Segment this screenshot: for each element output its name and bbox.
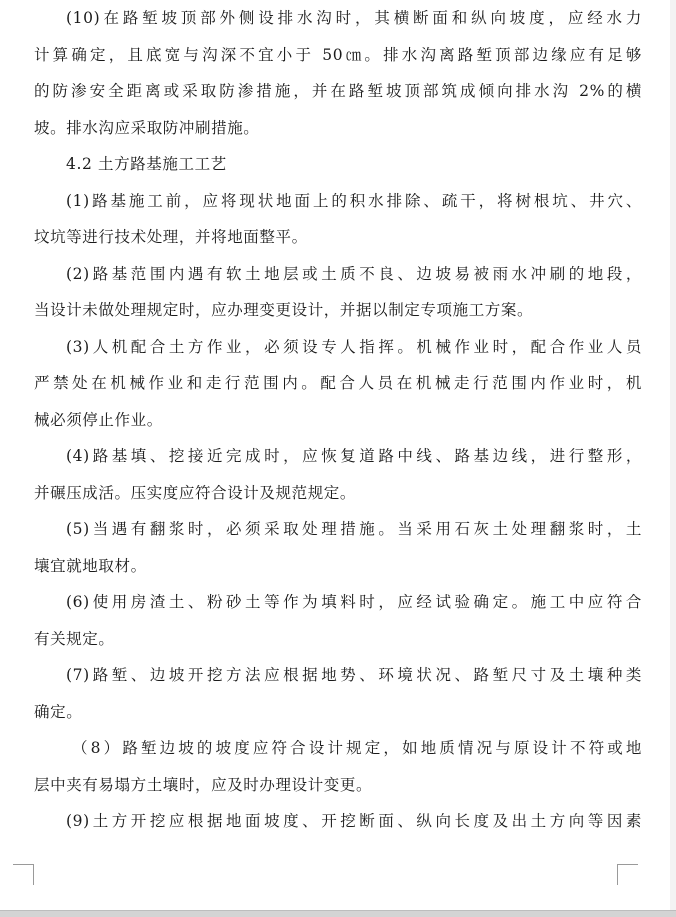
paragraph-line: 坟坑等进行技术处理，并将地面整平。 xyxy=(34,228,308,246)
paragraph-line: (3)人机配合土方作业，必须设专人指挥。机械作业时，配合作业人员 xyxy=(66,337,642,356)
paragraph-line: 并碾压成活。压实度应符合设计及规范规定。 xyxy=(34,483,357,502)
paragraph-line: 械必须停止作业。 xyxy=(34,410,163,429)
paragraph-9 xyxy=(34,803,642,840)
paragraph-line: 有关规定。 xyxy=(34,629,115,648)
margin-corner-mark-left xyxy=(13,864,34,885)
margin-corner-mark-right xyxy=(617,864,638,885)
paragraph-line: 当设计未做处理规定时，应办理变更设计，并据以制定专项施工方案。 xyxy=(34,301,534,319)
paragraph-line: (6)使用房渣土、粉砂土等作为填料时，应经试验确定。施工中应符合 xyxy=(66,593,642,611)
paragraph-7 xyxy=(34,657,642,730)
page-bottom-boundary xyxy=(0,910,676,917)
paragraph-5 xyxy=(34,511,642,584)
paragraph-line: 严禁处在机械作业和走行范围内。配合人员在机械走行范围内作业时，机 xyxy=(34,374,642,392)
paragraph-line: (2)路基范围内遇有软土地层或土质不良、边坡易被雨水冲刷的地段， xyxy=(66,264,642,283)
paragraph-line: 的防渗安全距离或采取防渗措施，并在路堑坡顶部筑成倾向排水沟 2%的横 xyxy=(34,82,642,100)
paragraph-3 xyxy=(34,329,642,439)
paragraph-line: 确定。 xyxy=(34,702,83,721)
paragraph-6 xyxy=(34,584,642,657)
page-right-edge xyxy=(670,0,676,910)
paragraph-line: 坡。排水沟应采取防冲刷措施。 xyxy=(34,118,260,137)
paragraph-line: (7)路堑、边坡开挖方法应根据地势、环境状况、路堑尺寸及土壤种类 xyxy=(66,666,642,684)
paragraph-line: （8）路堑边坡的坡度应符合设计规定，如地质情况与原设计不符或地 xyxy=(72,739,642,757)
section-heading-text: 4.2 土方路基施工工艺 xyxy=(66,155,227,173)
paragraph-4 xyxy=(34,438,642,511)
paragraph-line: 计算确定，且底宽与沟深不宜小于 50㎝。排水沟离路堑顶部边缘应有足够 xyxy=(34,45,642,64)
paragraph-line: (5)当遇有翻浆时，必须采取处理措施。当采用石灰土处理翻浆时，土 xyxy=(66,520,642,538)
paragraph-2 xyxy=(34,256,642,329)
paragraph-1 xyxy=(34,183,642,256)
paragraph-10 xyxy=(34,0,642,146)
document-body xyxy=(34,0,642,840)
paragraph-line: (4)路基填、挖接近完成时，应恢复道路中线、路基边线，进行整形， xyxy=(66,447,642,465)
paragraph-line: 壤宜就地取材。 xyxy=(34,556,147,575)
paragraph-line: (1)路基施工前，应将现状地面上的积水排除、疏干，将树根坑、井穴、 xyxy=(66,191,642,210)
paragraph-line: (10)在路堑坡顶部外侧设排水沟时，其横断面和纵向坡度，应经水力 xyxy=(66,9,642,27)
paragraph-line: 层中夹有易塌方土壤时，应及时办理设计变更。 xyxy=(34,775,373,794)
paragraph-8 xyxy=(34,730,642,803)
section-heading-4-2 xyxy=(34,146,642,183)
paragraph-line: (9)土方开挖应根据地面坡度、开挖断面、纵向长度及出土方向等因素 xyxy=(66,812,642,830)
